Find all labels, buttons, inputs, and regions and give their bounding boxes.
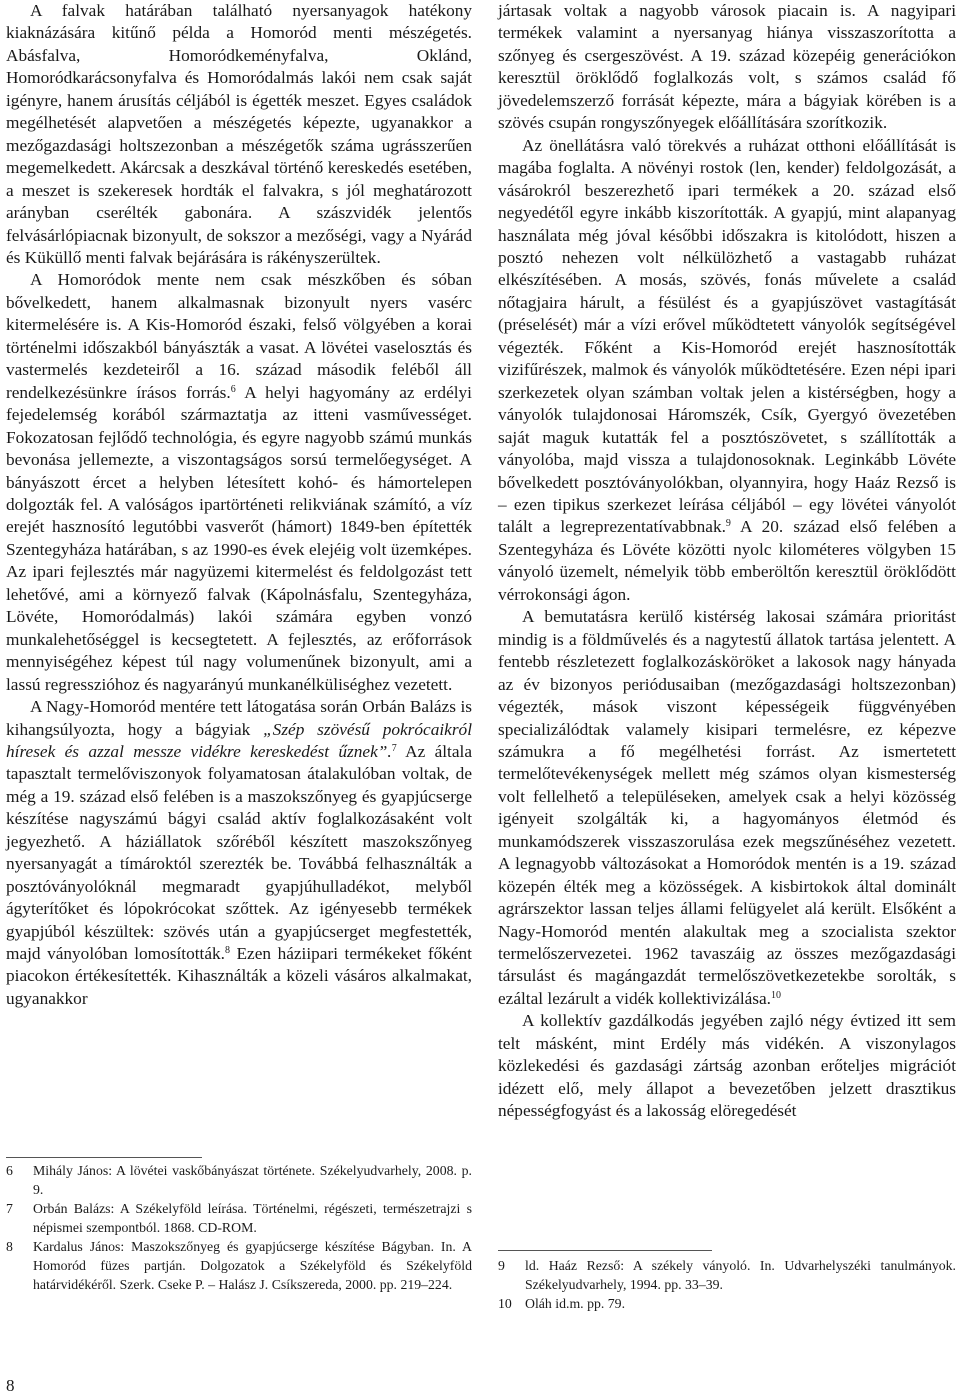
text-run: A kollektív gazdálkodás jegyében zajló négy évtized itt sem telt másként, mint Erdély más vidékén. A viszonylagos közlekedési és gazdasági zártság azonban erőteljes migrációt idézett elő, mely állapot a bevezetőben jelzett drasztikus népességfogyást és a lakosság elöregedését (498, 1011, 956, 1121)
text-run: Ezen háziipari termékeket főként piacokon értékesítették. Kihasználták a közeli vásáros alkalmakat, ugyanakkor (6, 944, 472, 1008)
text-run: A falvak határában található nyersanyagok hatékony kiaknázására kitűnő példa a Homoród menti mészégetés. Abásfalva, Homoródkeményfalva, Oklánd, Homoródkarácsonyfalva és Homoródalmás lakói nem csak saját igényre, hanem árusítás céljából is égették meszet. Egyes családok megélhetését alapvetően a mészégetés képezte, ugyanakkor a mezőgazdasági holtszezonban a mészégetők száma ugrásszerűen megemelkedett. Akárcsak a deszkával történő kereskedés esetében, a meszet is szekeresek hordták el falvakra, s jól meghatározott arányban cserélték gabonára. A szászvidék jelentős felvásárlópiacnak bizonyult, de sokszor a mezőségi, vagy a Nyárád és Küküllő menti falvak bejárására is rákényszerültek. (6, 1, 472, 267)
footnote-text: Mihály János: A lövétei vaskőbányászat története. Székelyudvarhely, 2008. p. 9. (33, 1163, 472, 1197)
page-number: 8 (6, 1376, 15, 1395)
footnote-number: 9 (498, 1258, 505, 1273)
text-run: jártasak voltak a nagyobb városok piacain is. A nagyipari termékek valamint a nyersanyag hiánya visszaszorította a szőnyeg és csergeszövést. A 19. század közepéig generációkon keresztül öröklődő foglalkozás volt, s számos család fő jövedelemszerző forrását képezte, mára a bágyiak körében is a szövés csupán rongyszőnyegek előállítására szorítkozik. (498, 1, 956, 133)
paragraph (498, 0, 956, 135)
footnote-text: Orbán Balázs: A Székelyföld leírása. Történelmi, régészeti, természetrajzi s népismei szempontból. 1868. CD-ROM. (33, 1201, 472, 1235)
footnote-ref: 7 (391, 742, 397, 754)
footnote-number: 10 (498, 1296, 512, 1311)
footnote-number: 8 (6, 1239, 13, 1254)
paragraph (498, 1010, 956, 1122)
footnote-ref: 8 (224, 945, 230, 957)
text-run: A Homoródok mente nem csak mészkőben és sóban bővelkedett, hanem alkalmasnak bizonyult nyers vasérc kitermelésére is. A Kis-Homoród északi, felső völgyében a korai történelmi időszakból bányászták a vasat. A lövétei vaselosztás és vastermelés kezdeteiről a 16. század második feléből áll rendelkezésünkre írásos forrás. (6, 270, 472, 402)
paragraph (6, 0, 472, 269)
footnote-text: Kardalus János: Maszokszőnyeg és gyapjúcserge készítése Bágyban. In. A Homoród füzes partján. Dolgozatok a Székelyföld és Székelyföld határvidékéről. Szerk. Cseke P. – Halász J. Csíkszereda, 2000. pp. 219–224. (33, 1239, 472, 1292)
right-column-text (498, 0, 956, 1123)
footnote (6, 1199, 472, 1237)
paragraph (498, 606, 956, 1010)
right-footnote-rule (498, 1250, 712, 1251)
left-footnote-rule (6, 1157, 202, 1158)
footnote-ref: 6 (230, 383, 236, 395)
text-run: Az általa tapasztalt termelőviszonyok folyamatosan átalakulóban voltak, de még a 19. század első felében is a maszokszőnyeg és gyapjúcserge készítése nagyszámú bágyi család aktív foglalkozásaként volt jegyezhető. A háziállatok szőréből készített maszokszőnyeg nyersanyagát a tímároktól szerezték be. Továbbá felhasználták a posztóványolóknál megmaradt gyapjúhulladékot, melyből ágyterítőket és lópokrócokat szőttek. Az igényesebb termékek gyapjúból készültek: szövés után a gyapjúcserget megfestették, majd ványolóban lomosították. (6, 741, 472, 964)
paragraph (6, 696, 472, 1010)
right-footnotes (498, 1256, 956, 1313)
paragraph (6, 269, 472, 696)
text-run: A 20. század első felében a Szentegyháza és Lövéte közötti nyolc kilométeres völgyben 15 ványoló üzemelt, némelyik több emberöltőn keresztül öröklődött vérrokonsági ágon. (498, 517, 956, 604)
footnote-ref: 10 (771, 989, 782, 1001)
footnote (6, 1237, 472, 1294)
footnote (6, 1161, 472, 1199)
footnote-number: 6 (6, 1163, 13, 1178)
footnote-text: Oláh id.m. pp. 79. (525, 1296, 626, 1311)
footnote (498, 1256, 956, 1294)
footnote (498, 1294, 956, 1313)
paragraph (498, 135, 956, 607)
left-column-text (6, 0, 472, 1010)
footnote-text: ld. Haáz Rezső: A székely ványoló. In. Udvarhelyszéki tanulmányok. Székelyudvarhely, 1994. pp. 33–39. (525, 1258, 956, 1292)
left-footnotes (6, 1161, 472, 1294)
italic-quote: „Szép szövésű pokrócaikról híresek és azzal messze vidékre kereskedést űznek”. (6, 719, 472, 761)
footnote-ref: 9 (725, 518, 731, 530)
text-run: A Nagy-Homoród mentére tett látogatása során Orbán Balázs is kihangsúlyozta, hogy a bágyiak (6, 697, 472, 739)
text-run: Az önellátásra való törekvés a ruházat otthoni előállítását is magába foglalta. A növényi rostok (len, kender) feldolgozását, a vásárokról beszerezhető ipari termékek a 20. század első negyedétől egyre inkább kiszorították. A gyapjú, mint alapanyag használata még jóval későbbi időszakra is kitolódott, hiszen a posztó nehezen volt nélkülözhető a vastagabb ruházat elkészítésében. A mosás, szövés, fonás művelete a család nőtagjaira hárult, a fésülést és a gyapjúszövet vastagítását (préselését) már a vízi erővel működtetett ványolók segítségével végezték. Főként a Kis-Homoród erejét hasznosították vizifűrészek, malmok és ványolók működtetésére. Ezen népi ipari szerkezetek olyan számban voltak jelen a kistérségben, hogy a ványolók tulajdonosai Háromszék, Csík, Gyergyó övezetében saját maguk kutatták fel a posztószövetet, s szállították a ványolóba, majd vissza a tulajdonosoknak. Leginkább Lövéte bővelkedett posztóványolókban, olyannyira, hogy Haáz Rezső is – ezen tipikus szerkezet leírása céljából – egy lövétei ványolót talált a legreprezentatívabbnak. (498, 135, 956, 537)
footnote-number: 7 (6, 1201, 13, 1216)
text-run: A bemutatásra kerülő kistérség lakosai számára prioritást mindig is a földművelés és a nagytestű állatok tartása jelentett. A fentebb részletezett foglalkozásköröket a lakosok nagy hányada az év bizonyos periódusaiban (mezőgazdasági holtszezonban) végezték, mások viszont képességeik függvényében specializálódtak valamely kisipari termelésre, ez képezve számukra a fő megélhetési forrást. Az ismertetett termelőtevékenységek mellett még számos olyan kismesterség volt fellelhető a településeken, amelyek csak a helyi közösség igényeit szolgálták ki, a hagyományos életmód és munkamódszerek visszaszorulása ezek megszűnéséhez vezetett. A legnagyobb változásokat a Homoródok mentén is a 19. század közepén élték meg a közösségek. A kisbirtokok által dominált agrárszektor lassan teljes állami felügyelet alá került. Elsőként a Nagy-Homoród mentén alakultak meg a szocialista szektor termelőszervezetei. 1962 tavaszáig az összes mezőgazdasági társulást és magángazdát termelőszövetkezetekbe sorolták, s ezáltal lezárult a vidék kollektivizálása. (498, 607, 956, 1008)
text-run: A helyi hagyomány az erdélyi fejedelemség korából származtatja az itteni vasművességet. Fokozatosan fejlődő technológia, és egyre nagyobb számú munkás bevonása jellemezte, a viszontagságos sorsú termelőegységet. A bányászott ércet a helyben létesített kohó- és hámortelepen dolgozták fel. A valóságos ipartörténeti relikviának számító, a víz erejét hasznosító legutóbbi vasverőt (hámort) 1849-ben építették Szentegyháza határában, s az 1990-es évek elejéig volt üzemképes. Az ipari fejlesztés már nagyüzemi kitermelést és feldolgozást tett lehetővé, ami a környező falvak (Kápolnásfalu, Szentegyháza, Lövéte, Homoródalmás) lakói számára egyben vonzó munkalehetőséggel is kecsegtetett. A fejlesztés, az erőforrások mennyiségéhez képest túl nagy volumenűnek bizonyult, ami a lassú regresszióhoz és nagyarányú munkanélküliséghez vezetett. (6, 382, 472, 694)
